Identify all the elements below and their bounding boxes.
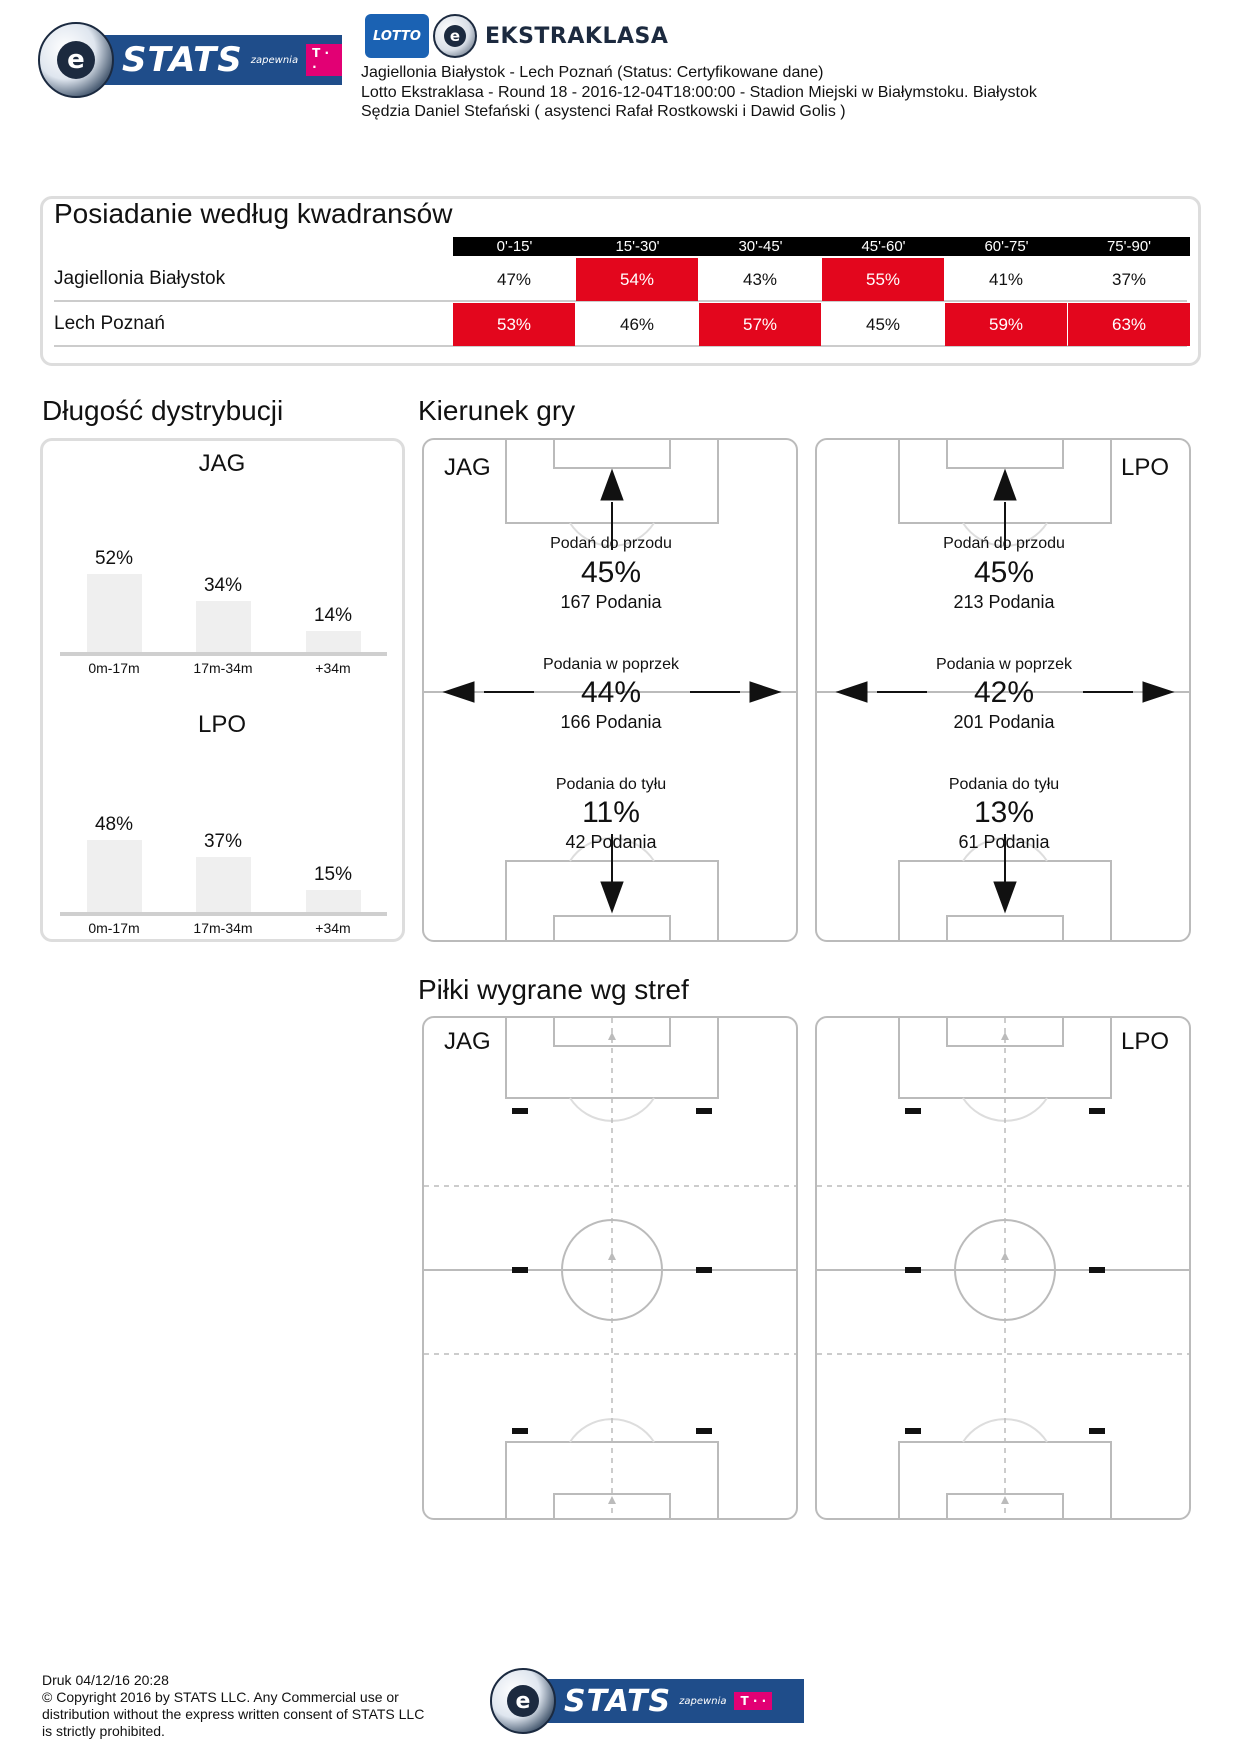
stats-logo <box>38 22 342 98</box>
direction-team-label: LPO <box>1120 454 1169 481</box>
possession-title: Posiadanie według kwadransów <box>54 198 453 229</box>
arrow-up-icon <box>601 470 623 500</box>
backward-pct: 13% <box>973 796 1035 829</box>
e-logo-letter: e <box>57 41 95 79</box>
distribution-bar <box>196 857 251 913</box>
distribution-bar <box>196 601 251 652</box>
distribution-axis <box>60 652 387 656</box>
direction-title: Kierunek gry <box>418 395 576 426</box>
backward-pct: 11% <box>582 796 640 829</box>
referee-info: Sędzia Daniel Stefański ( asystenci Rafał Rostkowski i Dawid Golis ) <box>361 103 846 120</box>
t-mobile-logo: T · · <box>734 1692 772 1710</box>
across-label: Podania w poprzek <box>542 656 680 673</box>
copyright-line: distribution without the express written consent of STATS LLC <box>42 1706 425 1722</box>
distribution-category-label: +34m <box>315 920 351 936</box>
backward-count: 61 Podania <box>958 832 1050 852</box>
ekstraklasa-wordmark: EKSTRAKLASA <box>485 23 669 49</box>
forward-count: 167 Podania <box>560 592 662 612</box>
distribution-category-label: 0m-17m <box>88 920 140 936</box>
possession-cell: 54% <box>576 258 698 301</box>
match-info: Lotto Ekstraklasa - Round 18 - 2016-12-04T18:00:00 - Stadion Miejski w Białymstoku. Białystok <box>361 84 1037 101</box>
stats-logo-sponsor: zapewnia <box>250 54 299 66</box>
distribution-category-label: 0m-17m <box>88 660 140 676</box>
possession-cell: 55% <box>822 258 944 301</box>
possession-team-away: Lech Poznań <box>54 313 165 334</box>
direction-panel-away <box>815 438 1191 942</box>
possession-team-home: Jagiellonia Białystok <box>54 268 226 289</box>
across-label: Podania w poprzek <box>935 656 1073 673</box>
distribution-title: Długość dystrybucji <box>42 395 284 426</box>
distribution-category-label: +34m <box>315 660 351 676</box>
distribution-team-away: LPO <box>197 711 247 738</box>
distribution-team-home: JAG <box>198 450 246 477</box>
distribution-category-label: 17m-34m <box>193 660 253 676</box>
zone-pitch-diagram <box>424 1018 798 1520</box>
footer-text <box>42 1672 424 1740</box>
lotto-logo: LOTTO <box>365 14 429 58</box>
stats-logo-sponsor: zapewnia <box>679 1695 727 1707</box>
direction-team-label: JAG <box>444 454 491 481</box>
across-pct: 42% <box>973 676 1035 709</box>
stats-logo-text: STATS <box>564 1683 672 1719</box>
e-logo-letter-small: e <box>444 25 466 47</box>
copyright-line: © Copyright 2016 by STATS LLC. Any Commercial use or <box>42 1689 399 1705</box>
backward-label: Podania do tyłu <box>555 776 667 793</box>
stats-logo-text: STATS <box>122 40 243 80</box>
period-header-1: 0'-15' <box>453 237 576 256</box>
t-mobile-logo: T · · <box>306 44 342 76</box>
distribution-bar-label: 34% <box>203 575 243 596</box>
forward-label: Podań do przodu <box>943 535 1065 552</box>
across-pct: 44% <box>580 676 642 709</box>
print-date: Druk 04/12/16 20:28 <box>42 1672 169 1688</box>
possession-cell: 37% <box>1111 270 1147 289</box>
distribution-bar <box>87 840 142 912</box>
ekstraklasa-logo <box>365 14 668 58</box>
ekstraklasa-ball-icon <box>38 22 114 98</box>
zones-team-label: JAG <box>444 1028 491 1055</box>
distribution-bar <box>87 574 142 652</box>
ekstraklasa-ball-icon <box>490 1668 556 1734</box>
arrow-up-icon <box>994 470 1016 500</box>
distribution-bar <box>306 631 361 652</box>
distribution-bar-label: 48% <box>94 814 134 835</box>
direction-panel-home <box>422 438 798 942</box>
copyright-line: is strictly prohibited. <box>42 1723 165 1739</box>
possession-cell: 59% <box>945 303 1067 346</box>
forward-pct: 45% <box>973 556 1035 589</box>
possession-cell: 45% <box>865 315 901 334</box>
zones-team-label: LPO <box>1120 1028 1169 1055</box>
zones-panel-home <box>422 1016 798 1520</box>
possession-cell: 57% <box>699 303 821 346</box>
period-header-6: 75'-90' <box>1068 237 1190 256</box>
forward-count: 213 Podania <box>953 592 1055 612</box>
possession-cell: 63% <box>1068 303 1190 346</box>
backward-count: 42 Podania <box>565 832 657 852</box>
backward-label: Podania do tyłu <box>948 776 1060 793</box>
across-count: 166 Podania <box>560 712 662 732</box>
possession-cell: 41% <box>988 270 1024 289</box>
possession-cell: 46% <box>619 315 655 334</box>
ekstraklasa-ball-small-icon <box>433 14 477 58</box>
e-logo-letter: e <box>507 1685 539 1717</box>
distribution-bar-label: 37% <box>203 830 243 852</box>
distribution-category-label: 17m-34m <box>193 920 253 936</box>
zones-panel-away <box>815 1016 1191 1520</box>
across-count: 201 Podania <box>953 712 1055 732</box>
period-header-5: 60'-75' <box>945 237 1068 256</box>
period-header-3: 30'-45' <box>699 237 822 256</box>
distribution-bar-label: 52% <box>94 548 134 569</box>
period-header-4: 45'-60' <box>822 237 945 256</box>
possession-cell: 47% <box>496 270 532 289</box>
forward-label: Podań do przodu <box>550 535 672 552</box>
arrow-down-icon <box>601 882 623 912</box>
possession-cell: 53% <box>453 303 575 346</box>
zone-pitch-diagram <box>817 1018 1191 1520</box>
distribution-bar-label: 14% <box>313 605 353 626</box>
possession-cell: 43% <box>742 270 778 289</box>
forward-pct: 45% <box>580 556 642 589</box>
distribution-bar <box>306 890 361 913</box>
distribution-bar-label: 15% <box>313 863 353 885</box>
footer-stats-logo <box>490 1668 804 1734</box>
match-title: Jagiellonia Białystok - Lech Poznań (Status: Certyfikowane dane) <box>361 64 824 81</box>
arrow-down-icon <box>994 882 1016 912</box>
zones-title: Piłki wygrane wg stref <box>418 974 689 1005</box>
period-header-2: 15'-30' <box>576 237 699 256</box>
distribution-axis <box>60 912 387 916</box>
